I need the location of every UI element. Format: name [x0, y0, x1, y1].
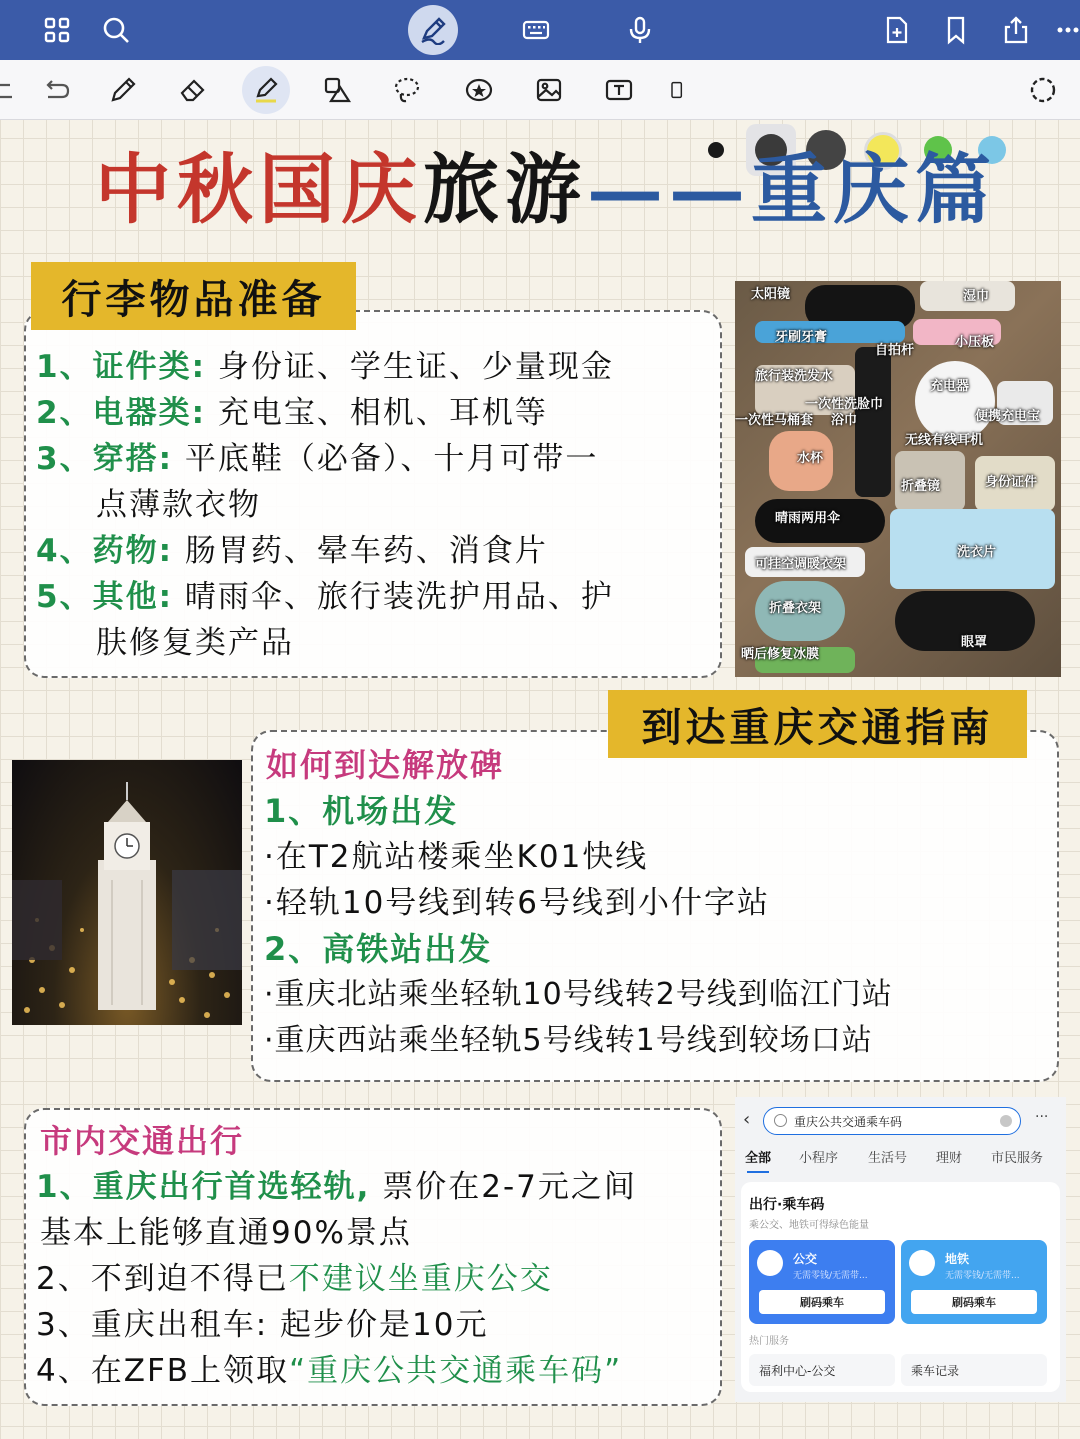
drawing-toolbar: [0, 60, 1080, 120]
label-sunglasses: 太阳镜: [751, 287, 791, 302]
label-wipes: 湿巾: [963, 289, 990, 304]
redo-icon[interactable]: [38, 71, 76, 109]
label-toilet-cover: 一次性马桶套: [735, 413, 814, 428]
phone-search-icon: [774, 1114, 787, 1127]
hot-services-label: 热门服务: [749, 1336, 789, 1347]
phone-tab-indicator: [747, 1171, 769, 1173]
color-picker-icon[interactable]: [1024, 71, 1062, 109]
bookmark-icon[interactable]: [936, 10, 976, 50]
undo-icon[interactable]: [0, 71, 24, 109]
bus-card[interactable]: [749, 1240, 895, 1324]
label-powerbank: 便携充电宝: [975, 409, 1041, 424]
panel-title: 出行·乘车码: [749, 1197, 825, 1213]
phone-tab-all[interactable]: 全部: [745, 1151, 772, 1166]
panel-subtitle: 乘公交、地铁可得绿色能量: [749, 1220, 869, 1231]
label-charger: 充电器: [930, 379, 970, 394]
phone-tab-finance[interactable]: 理财: [936, 1151, 963, 1166]
transport-heading: 到达重庆交通指南: [608, 690, 1027, 758]
jiefangbei-tower-illustration: [12, 760, 242, 1025]
label-bath-towel: 浴巾: [831, 413, 858, 428]
label-eye-mask: 眼罩: [961, 635, 988, 650]
bus-desc: 无需零钱/无需带...: [793, 1271, 868, 1281]
city-line-4: 4、在ZFB上领取“重庆公共交通乘车码”: [36, 1353, 623, 1389]
metro-icon: [909, 1250, 935, 1276]
bus-icon: [757, 1250, 783, 1276]
label-cup: 水杯: [797, 451, 824, 466]
phone-search-input[interactable]: [763, 1107, 1021, 1135]
page-title: [95, 140, 995, 240]
eraser-icon[interactable]: [174, 71, 212, 109]
clear-icon[interactable]: [1000, 1115, 1012, 1127]
transport-section-rail: 2、高铁站出发: [264, 930, 493, 968]
pen-mode-icon: [418, 15, 448, 45]
label-shampoo: 旅行装洗发水: [755, 369, 834, 384]
phone-transit-panel: [741, 1182, 1060, 1392]
keyboard-icon[interactable]: [516, 10, 556, 50]
city-line-3: 3、重庆出租车: 起步价是10元: [36, 1307, 489, 1343]
grid-icon[interactable]: [37, 10, 77, 50]
service-ride-records[interactable]: 乘车记录: [901, 1354, 1047, 1386]
shapes-icon[interactable]: [318, 71, 356, 109]
metro-name: 地铁: [945, 1252, 970, 1266]
text-icon[interactable]: [600, 71, 638, 109]
label-face-towel: 一次性洗脸巾: [805, 397, 884, 412]
label-id: 身份证件: [985, 475, 1038, 490]
label-toothbrush: 牙刷牙膏: [775, 330, 828, 345]
sticker-icon[interactable]: [460, 71, 498, 109]
packing-item-5-cont: 肤修复类产品: [96, 625, 294, 661]
transport-section-airport: 1、机场出发: [264, 792, 459, 830]
metro-desc: 无需零钱/无需带...: [945, 1271, 1020, 1281]
jiefangbei-photo: [12, 760, 242, 1025]
title-blue: ——重庆篇: [587, 145, 997, 234]
bus-name: 公交: [793, 1252, 818, 1266]
highlighter-icon[interactable]: [242, 66, 290, 114]
label-mirror: 折叠镜: [901, 479, 941, 494]
label-folding-hanger: 折叠衣架: [769, 601, 822, 616]
label-curler: 小压板: [955, 335, 995, 350]
image-icon[interactable]: [530, 71, 568, 109]
packing-item-1: 1、证件类: 身份证、学生证、少量现金: [36, 349, 614, 385]
luggage-photo: [735, 281, 1061, 677]
metro-scan-button[interactable]: 刷码乘车: [911, 1290, 1037, 1314]
more-icon[interactable]: [1056, 10, 1080, 50]
add-page-icon[interactable]: [876, 10, 916, 50]
label-laundry: 洗衣片: [957, 545, 997, 560]
label-umbrella: 晴雨两用伞: [775, 511, 841, 526]
ruler-icon[interactable]: [668, 71, 688, 109]
selfie-stick-shape: [855, 347, 891, 497]
pen-icon[interactable]: [104, 71, 142, 109]
phone-search-text: 重庆公共交通乘车码: [794, 1114, 903, 1129]
city-heading: 市内交通出行: [40, 1122, 245, 1160]
top-app-bar: [0, 0, 1080, 60]
transport-subtitle: 如何到达解放碑: [266, 746, 505, 784]
label-selfie-stick: 自拍杆: [875, 343, 915, 358]
microphone-icon[interactable]: [620, 10, 660, 50]
packing-item-5: 5、其他: 晴雨伞、旅行装洗护用品、护: [36, 579, 614, 615]
alipay-screenshot: [735, 1097, 1066, 1402]
title-black: 旅游: [423, 145, 587, 234]
rail-line-1: ·重庆北站乘坐轻轨10号线转2号线到临江门站: [264, 977, 893, 1012]
share-icon[interactable]: [996, 10, 1036, 50]
city-line-1: 1、重庆出行首选轻轨, 票价在2-7元之间: [36, 1169, 637, 1205]
packing-item-3: 3、穿搭: 平底鞋（必备）、十月可带一: [36, 441, 599, 477]
service-welfare[interactable]: 福利中心-公交: [749, 1354, 895, 1386]
title-red: 中秋国庆: [95, 145, 423, 234]
phone-tab-life[interactable]: 生活号: [868, 1151, 908, 1166]
lasso-icon[interactable]: [388, 71, 426, 109]
packing-item-3-cont: 点薄款衣物: [96, 487, 261, 523]
city-line-2: 2、不到迫不得已不建议坐重庆公交: [36, 1261, 553, 1297]
label-cooling-mask: 晒后修复冰膜: [741, 647, 820, 662]
label-ac-hanger: 可挂空调暖衣架: [755, 557, 847, 572]
phone-tab-citizen[interactable]: 市民服务: [991, 1151, 1044, 1166]
airport-line-2: ·轻轨10号线到转6号线到小什字站: [264, 885, 771, 921]
phone-more-icon[interactable]: ···: [1035, 1109, 1049, 1125]
bus-scan-button[interactable]: 刷码乘车: [759, 1290, 885, 1314]
metro-card[interactable]: [901, 1240, 1047, 1324]
packing-item-4: 4、药物: 肠胃药、晕车药、消食片: [36, 533, 548, 569]
packing-heading: 行李物品准备: [31, 262, 356, 330]
back-chevron-icon[interactable]: ‹: [743, 1109, 751, 1130]
pen-mode-button[interactable]: [408, 5, 458, 55]
rail-line-2: ·重庆西站乘坐轻轨5号线转1号线到较场口站: [264, 1023, 873, 1058]
city-line-1-cont: 基本上能够直通90%景点: [40, 1215, 412, 1251]
packing-item-2: 2、电器类: 充电宝、相机、耳机等: [36, 395, 548, 431]
label-earphones: 无线有线耳机: [905, 433, 984, 448]
search-icon[interactable]: [96, 10, 136, 50]
phone-tab-miniapp[interactable]: 小程序: [799, 1151, 839, 1166]
airport-line-1: ·在T2航站楼乘坐K01快线: [264, 839, 649, 875]
